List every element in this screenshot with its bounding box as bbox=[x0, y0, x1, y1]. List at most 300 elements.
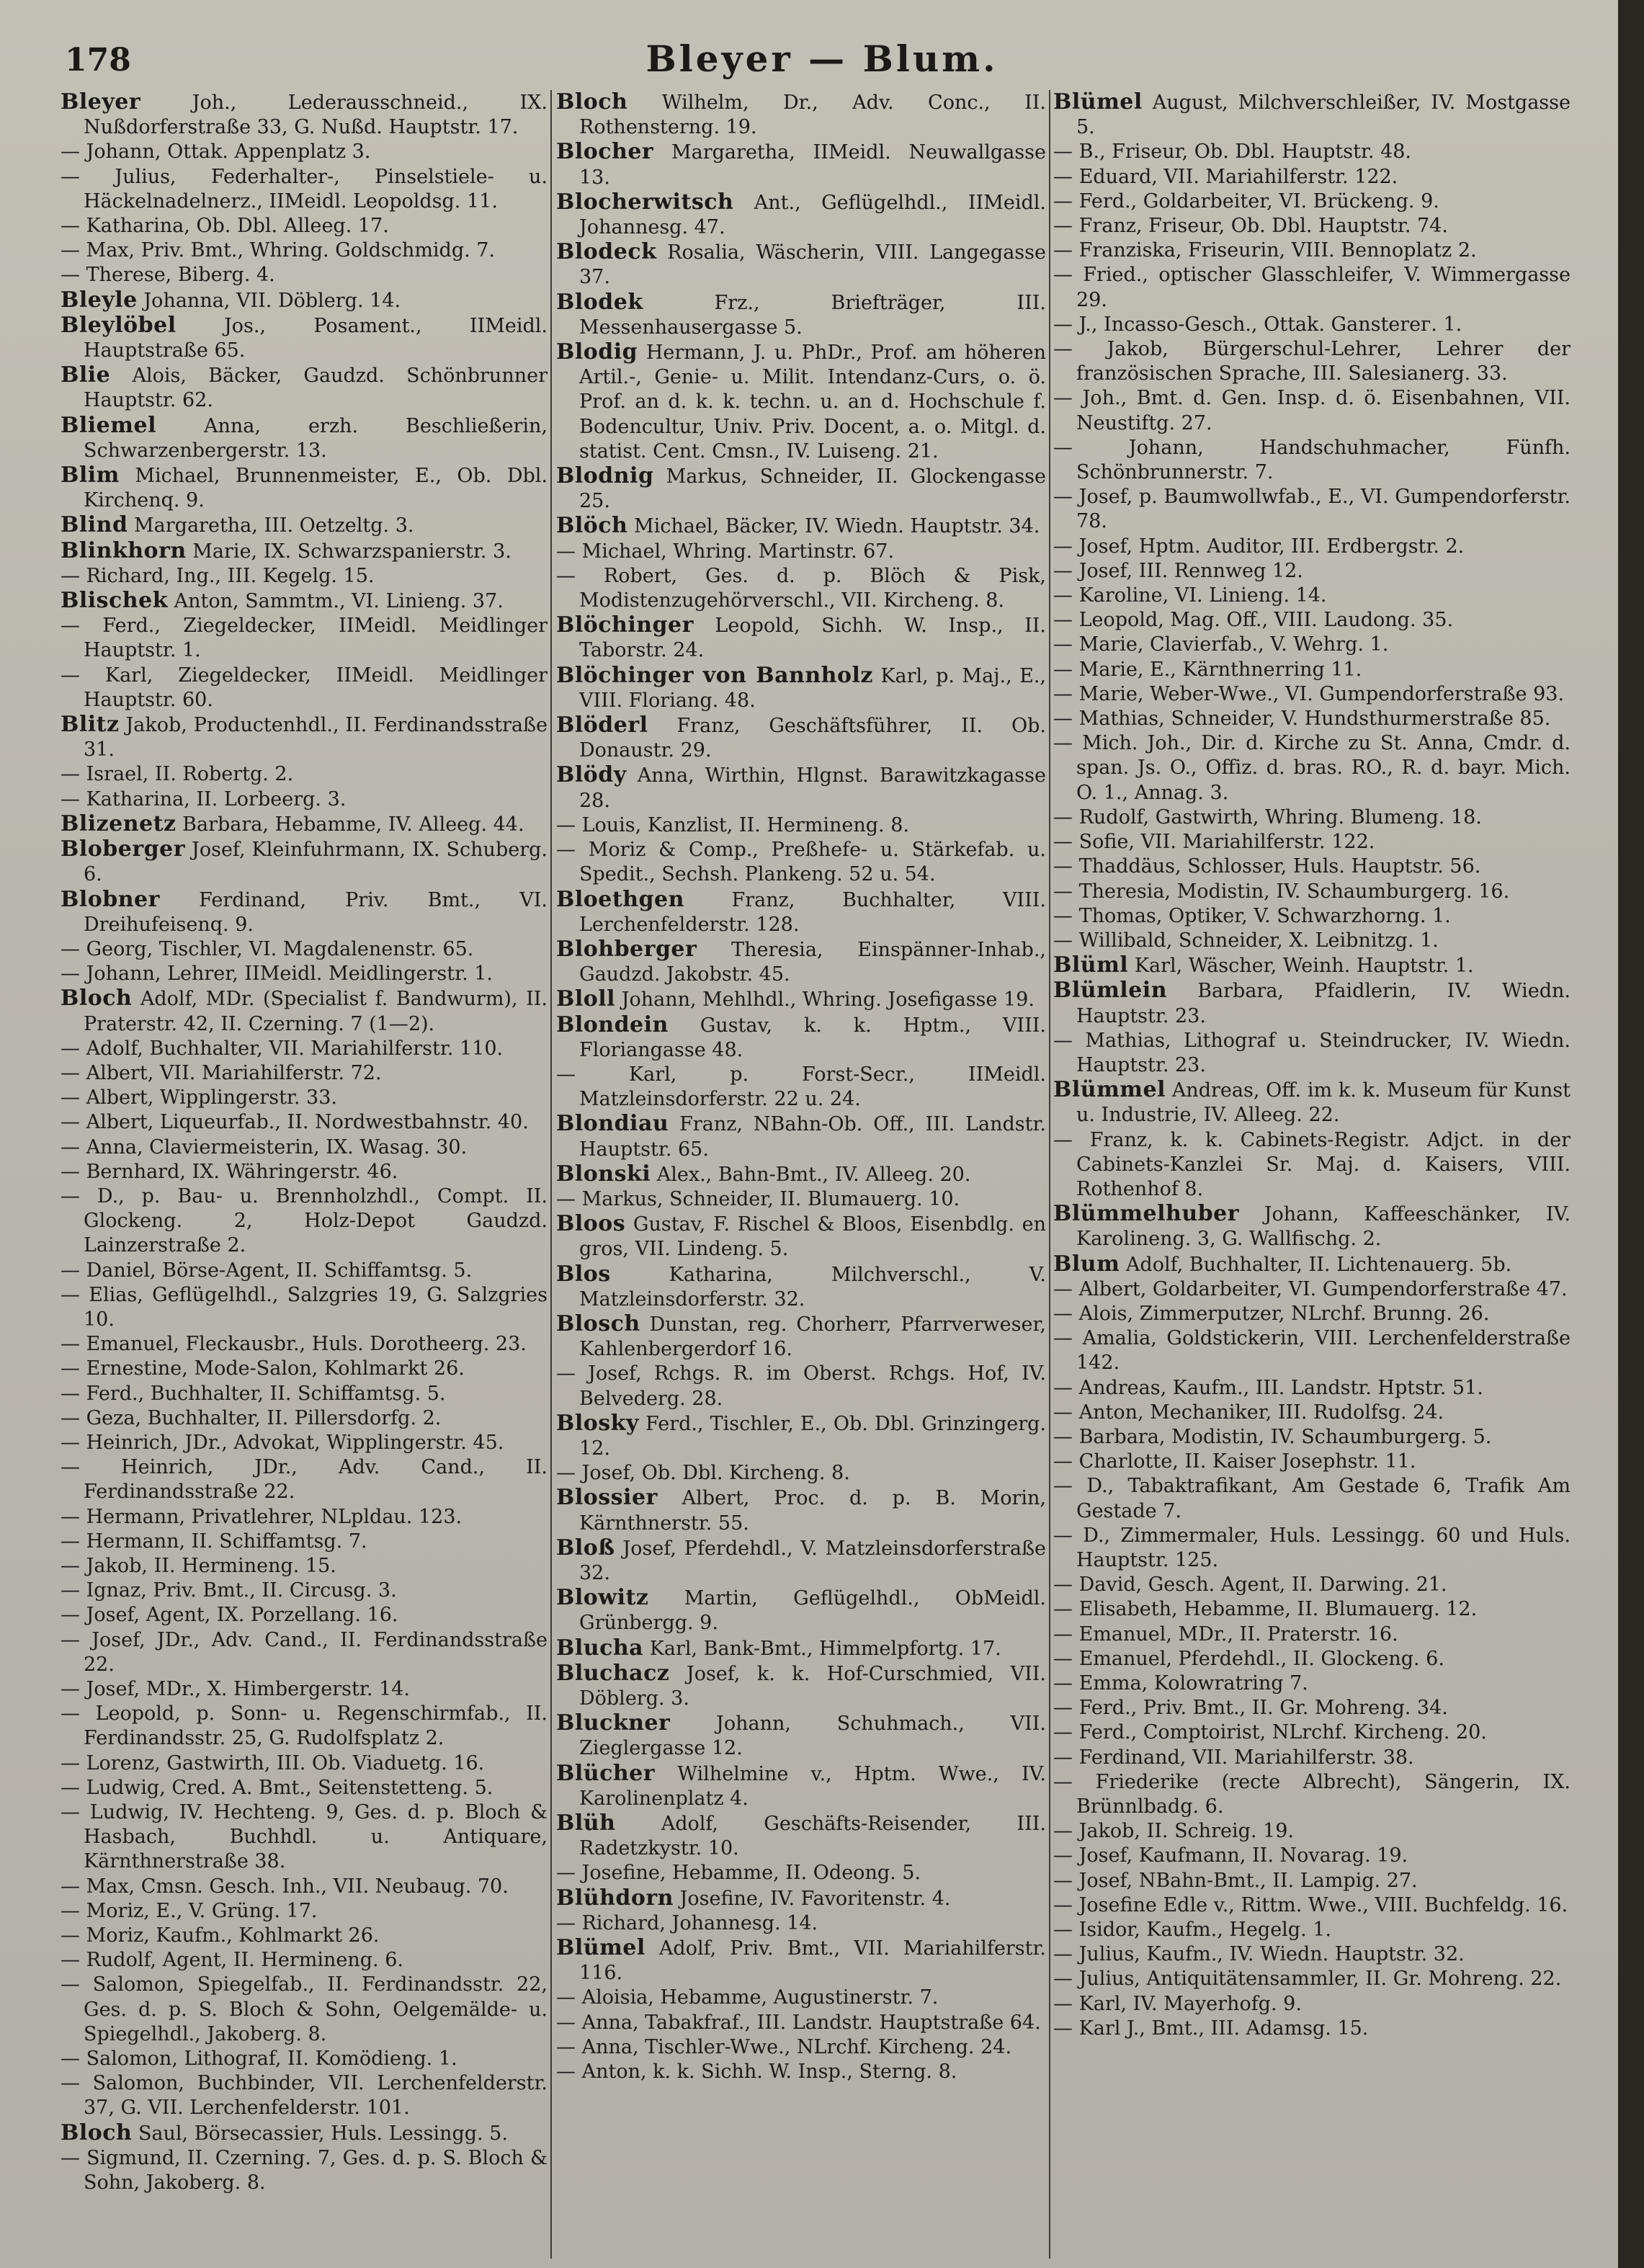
entry-text: Rosalia, Wäscherin, VIII. Langegasse 37. bbox=[579, 241, 1046, 289]
directory-entry bbox=[61, 313, 548, 363]
directory-entry bbox=[556, 1411, 1046, 1461]
directory-entry bbox=[61, 614, 548, 663]
entry-text: — Rudolf, Gastwirth, Whring. Blumeng. 18. bbox=[1053, 805, 1482, 829]
directory-entry bbox=[1053, 1671, 1571, 1696]
entry-text: — Sigmund, II. Czerning. 7, Ges. d. p. S. Bloch & Sohn, Jakoberg. 8. bbox=[61, 2146, 548, 2195]
entry-text: — Salomon, Lithograf, II. Komödieng. 1. bbox=[61, 2048, 457, 2071]
directory-entry bbox=[61, 888, 548, 937]
directory-entry bbox=[61, 1579, 548, 1603]
entry-text: Gustav, F. Rischel & Bloos, Eisenbdlg. en gros, VII. Lindeng. 5. bbox=[579, 1213, 1046, 1261]
entry-text: Karl, Bank-Bmt., Himmelpfortg. 17. bbox=[649, 1637, 1001, 1660]
directory-entry bbox=[1053, 904, 1571, 929]
entry-text: — Leopold, p. Sonn- u. Regenschirmfab., II. Ferdinandsstr. 25, G. Rudolfsplatz 2. bbox=[61, 1702, 548, 1750]
directory-entry bbox=[61, 238, 548, 263]
entry-text: — Ignaz, Priv. Bmt., II. Circusg. 3. bbox=[61, 1579, 397, 1602]
directory-entry bbox=[1053, 1918, 1571, 1942]
directory-entry bbox=[61, 288, 548, 313]
entry-surname: Bloch bbox=[61, 2120, 133, 2146]
entry-text: Franz, Buchhalter, VIII. Lerchenfelderstr. 128. bbox=[579, 888, 1046, 936]
directory-entry bbox=[1053, 1770, 1571, 1819]
entry-surname: Blocherwitsch bbox=[556, 189, 734, 215]
entry-surname: Bleylöbel bbox=[61, 312, 177, 338]
directory-entry bbox=[556, 90, 1046, 140]
directory-entry bbox=[61, 1061, 548, 1086]
entry-surname: Blowitz bbox=[556, 1585, 649, 1611]
entry-text: — J., Incasso-Gesch., Ottak. Gansterег. 1. bbox=[1053, 313, 1462, 336]
entry-text: — Heinrich, JDr., Adv. Cand., II. Ferdinandsstraße 22. bbox=[61, 1456, 548, 1504]
directory-entry bbox=[61, 513, 548, 538]
entry-text: — Robert, Ges. d. p. Blöch & Pisk, Modistenzugehörverschl., VII. Kircheng. 8. bbox=[556, 564, 1046, 612]
directory-entry bbox=[556, 1187, 1046, 1212]
entry-text: — Josef, JDr., Adv. Cand., II. Ferdinandsstraße 22. bbox=[61, 1628, 548, 1676]
directory-entry bbox=[61, 214, 548, 238]
directory-entry bbox=[1053, 140, 1571, 164]
directory-entry bbox=[1053, 1819, 1571, 1844]
entry-text: — Salomon, Buchbinder, VII. Lerchenfelderstr. 37, G. VII. Lerchenfelderstr. 101. bbox=[61, 2072, 548, 2120]
directory-entry bbox=[61, 962, 548, 986]
directory-entry bbox=[61, 1184, 548, 1259]
entry-text: — Emma, Kolowratring 7. bbox=[1053, 1672, 1308, 1695]
directory-entry bbox=[556, 340, 1046, 464]
entry-text: — Richard, Ing., III. Kegelg. 15. bbox=[61, 564, 375, 587]
entry-text: — Friederike (recte Albrecht), Sängerin, IX. Brünnlbadg. 6. bbox=[1053, 1770, 1571, 1818]
directory-entry bbox=[1053, 263, 1571, 312]
entry-text: Frz., Briefträger, III. Messenhausergasse 5. bbox=[579, 291, 1046, 339]
directory-entry bbox=[1053, 1029, 1571, 1078]
directory-entry bbox=[61, 1037, 548, 1061]
entry-text: — Julius, Antiquitätensammler, II. Gr. Mohreng. 22. bbox=[1053, 1968, 1562, 1991]
entry-text: — Albert, VII. Mariahilferstr. 72. bbox=[61, 1061, 382, 1084]
entry-text: — Ferd., Priv. Bmt., II. Gr. Mohreng. 34. bbox=[1053, 1697, 1448, 1720]
entry-surname: Blücher bbox=[556, 1760, 656, 1786]
entry-text: — Franz, k. k. Cabinets-Registr. Adjct. in der Cabinets-Kanzlei Sr. Maj. d. Kaisers, VIII. Rothenhof 8. bbox=[1053, 1128, 1571, 1200]
entry-text: Alex., Bahn-Bmt., IV. Alleeg. 20. bbox=[656, 1163, 971, 1186]
entry-text: — Markus, Schneider, II. Blumauerg. 10. bbox=[556, 1187, 960, 1210]
entry-text: — Aloisia, Hebamme, Augustinerstr. 7. bbox=[556, 1986, 939, 2009]
entry-text: — Theresia, Modistin, IV. Schaumburgerg. 16. bbox=[1053, 880, 1510, 903]
directory-entry bbox=[61, 1751, 548, 1776]
entry-text: — Elisabeth, Hebamme, II. Blumauerg. 12. bbox=[1053, 1598, 1478, 1621]
entry-text: — Leopold, Mag. Off., VIII. Laudong. 35. bbox=[1053, 609, 1454, 632]
entry-surname: Bluchacz bbox=[556, 1660, 670, 1686]
entry-text: — Karoline, VI. Linieng. 14. bbox=[1053, 584, 1327, 607]
entry-text: — Eduard, VII. Mariahilferstr. 122. bbox=[1053, 165, 1398, 188]
directory-entry bbox=[556, 2035, 1046, 2060]
directory-entry bbox=[1053, 1450, 1571, 1474]
entry-text: — Israel, II. Robertg. 2. bbox=[61, 763, 294, 786]
entry-text: — Albert, Liqueurfab., II. Nordwestbahnstr. 40. bbox=[61, 1111, 529, 1134]
entry-text: Katharina, Milchverschl., V. Matzleinsdorferstr. 32. bbox=[579, 1263, 1046, 1311]
entry-text: Michael, Brunnenmeister, E., Ob. Dbl. Kirchenq. 9. bbox=[84, 465, 548, 512]
entry-text: — Sofie, VII. Mariahilferstr. 122. bbox=[1053, 831, 1375, 854]
entry-text: — Ferd., Comptoirist, NLrchf. Kircheng. 20. bbox=[1053, 1721, 1487, 1744]
directory-entry bbox=[1053, 633, 1571, 657]
directory-entry bbox=[1053, 238, 1571, 263]
entry-surname: Blodnig bbox=[556, 463, 654, 489]
directory-entry bbox=[556, 140, 1046, 189]
entry-text: — Willibald, Schneider, X. Leibnitzg. 1. bbox=[1053, 929, 1439, 952]
directory-entry bbox=[556, 1362, 1046, 1411]
entry-text: Michael, Bäcker, IV. Wiedn. Hauptstr. 34. bbox=[633, 515, 1040, 538]
directory-entry bbox=[1053, 1746, 1571, 1770]
directory-entry bbox=[556, 1162, 1046, 1187]
entry-text: Margaretha, III. Oetzeltg. 3. bbox=[134, 514, 414, 537]
entry-text: — D., p. Bau- u. Brennholzhdl., Compt. II. Glockeng. 2, Holz-Depot Gaudzd. Lainzerstraße 2. bbox=[61, 1184, 548, 1257]
directory-entry bbox=[61, 1530, 548, 1554]
directory-entry bbox=[1053, 1893, 1571, 1918]
directory-entry bbox=[1053, 1277, 1571, 1302]
directory-entry bbox=[1053, 880, 1571, 904]
directory-entry bbox=[1053, 805, 1571, 830]
entry-surname: Blondiau bbox=[556, 1111, 669, 1137]
entry-text: — Moriz, E., V. Grüng. 17. bbox=[61, 1899, 318, 1922]
directory-entry bbox=[556, 1212, 1046, 1262]
entry-text: — Josef, MDr., X. Himbergerstr. 14. bbox=[61, 1678, 410, 1700]
entry-text: — Thaddäus, Schlosser, Huls. Hauptstr. 56. bbox=[1053, 855, 1481, 878]
directory-entry bbox=[1053, 1202, 1571, 1251]
entry-surname: Blischek bbox=[61, 588, 168, 614]
entry-text: Marie, IX. Schwarzspanierstr. 3. bbox=[192, 540, 511, 563]
directory-entry bbox=[61, 986, 548, 1036]
directory-entry bbox=[1053, 1869, 1571, 1893]
entry-text: — Elias, Geflügelhdl., Salzgries 19, G. Salzgries 10. bbox=[61, 1283, 548, 1331]
entry-text: Jos., Posament., IIMeidl. Hauptstraße 65. bbox=[84, 314, 548, 362]
entry-surname: Blodeck bbox=[556, 239, 657, 265]
entry-surname: Bloos bbox=[556, 1211, 626, 1237]
entry-text: — Heinrich, JDr., Advokat, Wipplingerstr. 45. bbox=[61, 1431, 504, 1454]
entry-text: — Max, Priv. Bmt., Whring. Goldschmidg. 7. bbox=[61, 239, 496, 262]
entry-surname: Bloch bbox=[61, 986, 133, 1012]
entry-text: — Albert, Goldarbeiter, VI. Gumpendorferstraße 47. bbox=[1053, 1277, 1568, 1300]
entry-text: — Daniel, Börse-Agent, II. Schiffamtsg. 5. bbox=[61, 1259, 473, 1282]
entry-text: Johanna, VII. Döblerg. 14. bbox=[143, 289, 401, 312]
directory-entry bbox=[1053, 608, 1571, 633]
directory-entry bbox=[61, 1406, 548, 1431]
entry-text: — Jakob, II. Schreig. 19. bbox=[1053, 1820, 1294, 1843]
directory-entry bbox=[61, 1110, 548, 1135]
entry-text: Adolf, Geschäfts-Reisender, III. Radetzkystr. 10. bbox=[579, 1813, 1046, 1860]
directory-entry bbox=[61, 589, 548, 614]
entry-surname: Blim bbox=[61, 463, 120, 488]
entry-text: Adolf, Buchhalter, II. Lichtenauerg. 5b. bbox=[1125, 1253, 1512, 1276]
entry-text: — Ferd., Buchhalter, II. Schiffamtsg. 5. bbox=[61, 1382, 446, 1405]
entry-surname: Bloethgen bbox=[556, 886, 684, 912]
directory-entry bbox=[61, 1160, 548, 1184]
directory-entry bbox=[61, 1357, 548, 1381]
entry-surname: Bleyle bbox=[61, 287, 138, 313]
entry-text: — Marie, Weber-Wwe., VI. Gumpendorferstraße 93. bbox=[1053, 682, 1565, 705]
directory-entry bbox=[556, 613, 1046, 663]
entry-text: — Josef, Rchgs. R. im Oberst. Rchgs. Hof, IV. Belvederg. 28. bbox=[556, 1362, 1046, 1410]
directory-entry bbox=[1053, 1401, 1571, 1425]
directory-entry bbox=[1053, 1992, 1571, 2017]
directory-entry bbox=[1053, 1302, 1571, 1326]
entry-text: — Karl, Ziegeldecker, IIMeidl. Meidlinger Hauptstr. 60. bbox=[61, 664, 548, 711]
entry-text: — Louis, Kanzlist, II. Hermineng. 8. bbox=[556, 813, 909, 836]
directory-entry bbox=[61, 1924, 548, 1948]
entry-text: — Therese, Biberg. 4. bbox=[61, 264, 275, 287]
directory-entry bbox=[1053, 1647, 1571, 1671]
directory-entry bbox=[1053, 953, 1571, 978]
directory-entry bbox=[61, 1455, 548, 1504]
entry-text: — Geza, Buchhalter, II. Pillersdorfg. 2. bbox=[61, 1406, 442, 1429]
entry-text: August, Milchverschleißer, IV. Mostgasse 5. bbox=[1076, 91, 1571, 139]
directory-entry bbox=[61, 363, 548, 413]
directory-entry bbox=[1053, 165, 1571, 189]
directory-entry bbox=[556, 1262, 1046, 1312]
directory-entry bbox=[556, 987, 1046, 1012]
entry-text: — Charlotte, II. Kaiser Josephstr. 11. bbox=[1053, 1450, 1416, 1473]
directory-entry bbox=[1053, 485, 1571, 534]
entry-surname: Blühdorn bbox=[556, 1885, 674, 1911]
directory-entry bbox=[556, 1986, 1046, 2010]
entry-text: Saul, Börsecassier, Huls. Lessingg. 5. bbox=[138, 2122, 508, 2145]
entry-text: Gustav, k. k. Hptm., VIII. Floriangasse 48. bbox=[579, 1014, 1046, 1061]
entry-text: — Jakob, Bürgerschul-Lehrer, Lehrer der französischen Sprache, III. Salesianerg. 33. bbox=[1053, 338, 1571, 385]
entry-text: — Karl, p. Forst-Secr., IIMeidl. Matzleinsdorferstr. 22 u. 24. bbox=[556, 1063, 1046, 1111]
entry-surname: Bloberger bbox=[61, 836, 186, 862]
entry-text: — Marie, Clavierfab., V. Wehrg. 1. bbox=[1053, 633, 1389, 656]
column-2 bbox=[556, 90, 1046, 2259]
entry-text: — Hermann, Privatlehrer, NLpldau. 123. bbox=[61, 1505, 463, 1528]
directory-entry bbox=[556, 888, 1046, 937]
entry-text: — Ludwig, IV. Hechteng. 9, Ges. d. p. Bloch & Hasbach, Buchhdl. u. Antiquare, Kärnthnerstraße 38. bbox=[61, 1801, 548, 1873]
entry-text: — Anna, Tabakfraf., III. Landstr. Hauptstraße 64. bbox=[556, 2011, 1041, 2034]
directory-entry bbox=[61, 1628, 548, 1677]
directory-entry bbox=[61, 1603, 548, 1628]
entry-text: — Richard, Johannesg. 14. bbox=[556, 1911, 818, 1934]
directory-entry bbox=[61, 1505, 548, 1530]
entry-text: — Mich. Joh., Dir. d. Kirche zu St. Anna, Cmdr. d. span. Js. O., Offiz. d. bras. RO., R. d. bayr. Mich. O. 1., Annag. 3. bbox=[1053, 732, 1571, 804]
entry-text: Wilhelm, Dr., Adv. Conc., II. Rothensterng. 19. bbox=[579, 91, 1046, 139]
directory-entry bbox=[61, 2121, 548, 2146]
entry-text: — Mathias, Schneider, V. Hundsthurmerstraße 85. bbox=[1053, 707, 1551, 731]
directory-entry bbox=[556, 1861, 1046, 1885]
directory-entry bbox=[61, 263, 548, 287]
entry-text: — Fried., optischer Glasschleifer, V. Wimmergasse 29. bbox=[1053, 264, 1571, 311]
entry-surname: Blucha bbox=[556, 1635, 644, 1661]
entry-surname: Blodek bbox=[556, 289, 643, 315]
directory-entry bbox=[61, 1899, 548, 1924]
entry-text: — Julius, Kaufm., IV. Wiedn. Hauptstr. 32. bbox=[1053, 1943, 1465, 1966]
directory-entry bbox=[1053, 1425, 1571, 1450]
entry-surname: Bleyer bbox=[61, 90, 141, 115]
directory-entry bbox=[61, 1776, 548, 1800]
directory-entry bbox=[1053, 1597, 1571, 1622]
directory-entry bbox=[1053, 1078, 1571, 1128]
entry-text: — D., Zimmermaler, Huls. Lessingg. 60 und Huls. Hauptstr. 125. bbox=[1053, 1524, 1571, 1571]
directory-entry bbox=[1053, 682, 1571, 707]
entry-text: Ant., Geflügelhdl., IIMeidl. Johannesg. 47. bbox=[579, 191, 1046, 239]
running-head: Bleyer — Blum. bbox=[645, 37, 999, 80]
directory-entry bbox=[1053, 2017, 1571, 2041]
directory-entry bbox=[556, 813, 1046, 838]
entry-text: Johann, Kaffeeschänker, IV. Karolineng. 3, G. Wallfischg. 2. bbox=[1076, 1203, 1571, 1251]
directory-entry bbox=[556, 514, 1046, 539]
directory-entry bbox=[556, 1486, 1046, 1535]
entry-text: Theresia, Einspänner-Inhab., Gaudzd. Jakobstr. 45. bbox=[579, 938, 1046, 986]
entry-surname: Blöderl bbox=[556, 713, 648, 738]
directory-entry bbox=[61, 90, 548, 140]
directory-entry bbox=[1053, 337, 1571, 386]
directory-entry bbox=[556, 1661, 1046, 1711]
entry-surname: Blitz bbox=[61, 712, 120, 738]
entry-text: — Georg, Tischler, VI. Magdalenenstr. 65. bbox=[61, 937, 474, 960]
entry-text: — Thomas, Optiker, V. Schwarzhorng. 1. bbox=[1053, 904, 1451, 927]
directory-entry bbox=[61, 787, 548, 812]
directory-entry bbox=[61, 564, 548, 589]
directory-entry bbox=[1053, 1252, 1571, 1277]
entry-text: Ferd., Tischler, E., Ob. Dbl. Grinzingerg. 12. bbox=[579, 1412, 1046, 1460]
entry-text: Josef, k. k. Hof-Curschmied, VII. Döblerg. 3. bbox=[579, 1662, 1046, 1710]
entry-surname: Bloß bbox=[556, 1535, 615, 1561]
directory-entry bbox=[556, 564, 1046, 613]
directory-entry bbox=[1053, 1128, 1571, 1202]
directory-entry bbox=[1053, 1524, 1571, 1573]
directory-entry bbox=[1053, 90, 1571, 140]
entry-text: Hermann, J. u. PhDr., Prof. am höheren Artil.-, Genie- u. Milit. Intendanz-Curs, o. ö. Prof. an d. k. k. techn. u. an d. Hochschule f. Bodencultur, Univ. Priv. Docent, a. o. Mitgl. d. statist. Cent. Cmsn., IV. Luiseng. 21. bbox=[579, 341, 1046, 463]
entry-text: — Marie, E., Kärnthnerring 11. bbox=[1053, 658, 1362, 681]
directory-entry bbox=[61, 937, 548, 962]
entry-text: Joh., Lederausschneid., IX. Nußdorferstraße 33, G. Nußd. Hauptstr. 17. bbox=[84, 91, 548, 139]
directory-entry bbox=[556, 1936, 1046, 1986]
directory-entry bbox=[1053, 830, 1571, 854]
directory-entry bbox=[61, 1135, 548, 1160]
entry-text: — Anna, Tischler-Wwe., NLrchf. Kircheng. 24. bbox=[556, 2035, 1012, 2058]
directory-entry bbox=[61, 1283, 548, 1332]
directory-entry bbox=[1053, 929, 1571, 953]
entry-text: — Emanuel, Pferdehdl., II. Glockeng. 6. bbox=[1053, 1647, 1444, 1670]
entry-text: — Karl, IV. Mayerhofg. 9. bbox=[1053, 1992, 1302, 2015]
entry-text: Franz, NBahn-Ob. Off., III. Landstr. Hauptstr. 65. bbox=[579, 1113, 1046, 1161]
column-1 bbox=[61, 90, 548, 2259]
entry-text: Dunstan, reg. Chorherr, Pfarrverweser, Kahlenbergerdorf 16. bbox=[579, 1313, 1046, 1361]
entry-surname: Bloch bbox=[556, 90, 628, 115]
entry-text: Karl, Wäscher, Weinh. Hauptstr. 1. bbox=[1134, 955, 1474, 978]
entry-surname: Blümel bbox=[556, 1935, 645, 1961]
entry-text: Barbara, Pfaidlerin, IV. Wiedn. Hauptstr. 23. bbox=[1076, 980, 1571, 1027]
entry-surname: Blümlein bbox=[1053, 978, 1167, 1004]
directory-entry bbox=[556, 190, 1046, 240]
directory-entry bbox=[556, 240, 1046, 290]
directory-entry bbox=[556, 664, 1046, 713]
entry-text: — Isidor, Kaufm., Hegelg. 1. bbox=[1053, 1919, 1332, 1942]
entry-surname: Blöchinger bbox=[556, 612, 694, 638]
directory-entry bbox=[61, 2146, 548, 2195]
entry-surname: Blosky bbox=[556, 1410, 639, 1436]
directory-entry bbox=[556, 1811, 1046, 1861]
directory-entry bbox=[61, 539, 548, 564]
entry-text: — Josef, NBahn-Bmt., II. Lampig. 27. bbox=[1053, 1869, 1418, 1892]
entry-text: — Josef, Hptm. Auditor, III. Erdbergstr. 2. bbox=[1053, 535, 1465, 558]
page-edge bbox=[1618, 0, 1644, 2268]
entry-surname: Blondein bbox=[556, 1012, 669, 1037]
entry-surname: Blizenetz bbox=[61, 811, 177, 836]
entry-text: — Josefine, Hebamme, II. Odeong. 5. bbox=[556, 1862, 921, 1885]
directory-entry bbox=[1053, 189, 1571, 214]
entry-text: — Ludwig, Cred. A. Bmt., Seitenstetteng. 5. bbox=[61, 1776, 493, 1799]
column-3 bbox=[1053, 90, 1571, 2259]
directory-entry bbox=[61, 1702, 548, 1751]
directory-entry bbox=[61, 414, 548, 463]
entry-text: — Alois, Zimmerputzer, NLrchf. Brunng. 26. bbox=[1053, 1302, 1490, 1325]
entry-text: — Barbara, Modistin, IV. Schaumburgerg. 5. bbox=[1053, 1425, 1492, 1448]
entry-text: Ferdinand, Priv. Bmt., VI. Dreihufeisenq. 9. bbox=[84, 888, 548, 936]
entry-surname: Blie bbox=[61, 362, 111, 388]
entry-text: Josefine, IV. Favoritenstr. 4. bbox=[679, 1887, 951, 1910]
directory-entry bbox=[556, 290, 1046, 340]
directory-entry bbox=[556, 1536, 1046, 1586]
directory-entry bbox=[556, 2011, 1046, 2035]
directory-entry bbox=[556, 1461, 1046, 1486]
entry-surname: Blinkhorn bbox=[61, 537, 187, 563]
directory-entry bbox=[61, 664, 548, 713]
entry-text: Anton, Sammtm., VI. Linieng. 37. bbox=[174, 590, 504, 613]
directory-entry bbox=[61, 463, 548, 513]
directory-entry bbox=[61, 1554, 548, 1579]
entry-text: — Josef, Agent, IX. Porzellang. 16. bbox=[61, 1604, 398, 1627]
directory-entry bbox=[61, 762, 548, 787]
directory-entry bbox=[61, 812, 548, 837]
entry-text: — Josef, Ob. Dbl. Kircheng. 8. bbox=[556, 1462, 850, 1485]
entry-text: Markus, Schneider, II. Glockengasse 25. bbox=[579, 465, 1046, 513]
entry-text: — Lorenz, Gastwirth, III. Ob. Viaduetg. 16. bbox=[61, 1751, 485, 1774]
entry-surname: Blocher bbox=[556, 139, 654, 165]
entry-text: — Johann, Lehrer, IIMeidl. Meidlingerstr. 1. bbox=[61, 963, 493, 986]
entry-text: — Ernestine, Mode-Salon, Kohlmarkt 26. bbox=[61, 1357, 465, 1380]
entry-text: Anna, erzh. Beschließerin, Schwarzenbergerstr. 13. bbox=[84, 414, 548, 462]
directory-entry bbox=[61, 1259, 548, 1283]
entry-surname: Blind bbox=[61, 512, 128, 538]
entry-text: — Ferd., Ziegeldecker, IIMeidl. Meidlinger Hauptstr. 1. bbox=[61, 615, 548, 662]
directory-entry bbox=[556, 1112, 1046, 1161]
entry-text: — Hermann, II. Schiffamtsg. 7. bbox=[61, 1530, 367, 1553]
entry-surname: Blüml bbox=[1053, 952, 1129, 978]
directory-entry bbox=[556, 464, 1046, 514]
directory-entry bbox=[556, 763, 1046, 813]
directory-entry bbox=[556, 1911, 1046, 1936]
directory-entry bbox=[1053, 436, 1571, 485]
entry-surname: Bloll bbox=[556, 986, 616, 1012]
directory-entry bbox=[61, 1948, 548, 1973]
directory-entry bbox=[1053, 584, 1571, 608]
entry-text: — Albert, Wipplingerstr. 33. bbox=[61, 1086, 337, 1110]
entry-text: Johann, Schuhmach., VII. Zieglergasse 12. bbox=[579, 1713, 1046, 1760]
directory-entry bbox=[556, 838, 1046, 887]
directory-entry bbox=[1053, 707, 1571, 731]
directory-entry bbox=[61, 837, 548, 887]
entry-text: — Julius, Federhalter-, Pinselstiele- u. Häckelnadelnerz., IIMeidl. Leopoldsg. 11. bbox=[61, 165, 548, 213]
page-number: 178 bbox=[65, 42, 131, 79]
entry-text: Anna, Wirthin, Hlgnst. Barawitzkagasse 28. bbox=[579, 764, 1046, 812]
entry-text: — Josef, p. Baumwollwfab., E., VI. Gumpendorferstr. 78. bbox=[1053, 486, 1571, 533]
directory-entry bbox=[556, 1711, 1046, 1761]
entry-surname: Blos bbox=[556, 1261, 611, 1287]
directory-entry bbox=[1053, 978, 1571, 1028]
entry-text: — Johann, Ottak. Appenplatz 3. bbox=[61, 140, 371, 164]
entry-surname: Blöchinger von Bannholz bbox=[556, 662, 873, 688]
directory-entry bbox=[61, 2047, 548, 2071]
entry-surname: Blum bbox=[1053, 1251, 1120, 1277]
entry-text: Jakob, Productenhdl., II. Ferdinandsstraße 31. bbox=[84, 714, 548, 762]
entry-text: — Moriz, Kaufm., Kohlmarkt 26. bbox=[61, 1924, 380, 1947]
directory-entry bbox=[61, 1677, 548, 1702]
directory-entry bbox=[556, 540, 1046, 564]
entry-surname: Bliemel bbox=[61, 412, 156, 438]
entry-text: — Franz, Friseur, Ob. Dbl. Hauptstr. 74. bbox=[1053, 215, 1448, 238]
entry-surname: Blümmel bbox=[1053, 1077, 1166, 1103]
entry-text: Adolf, Priv. Bmt., VII. Mariahilferstr. 116. bbox=[579, 1937, 1046, 1985]
